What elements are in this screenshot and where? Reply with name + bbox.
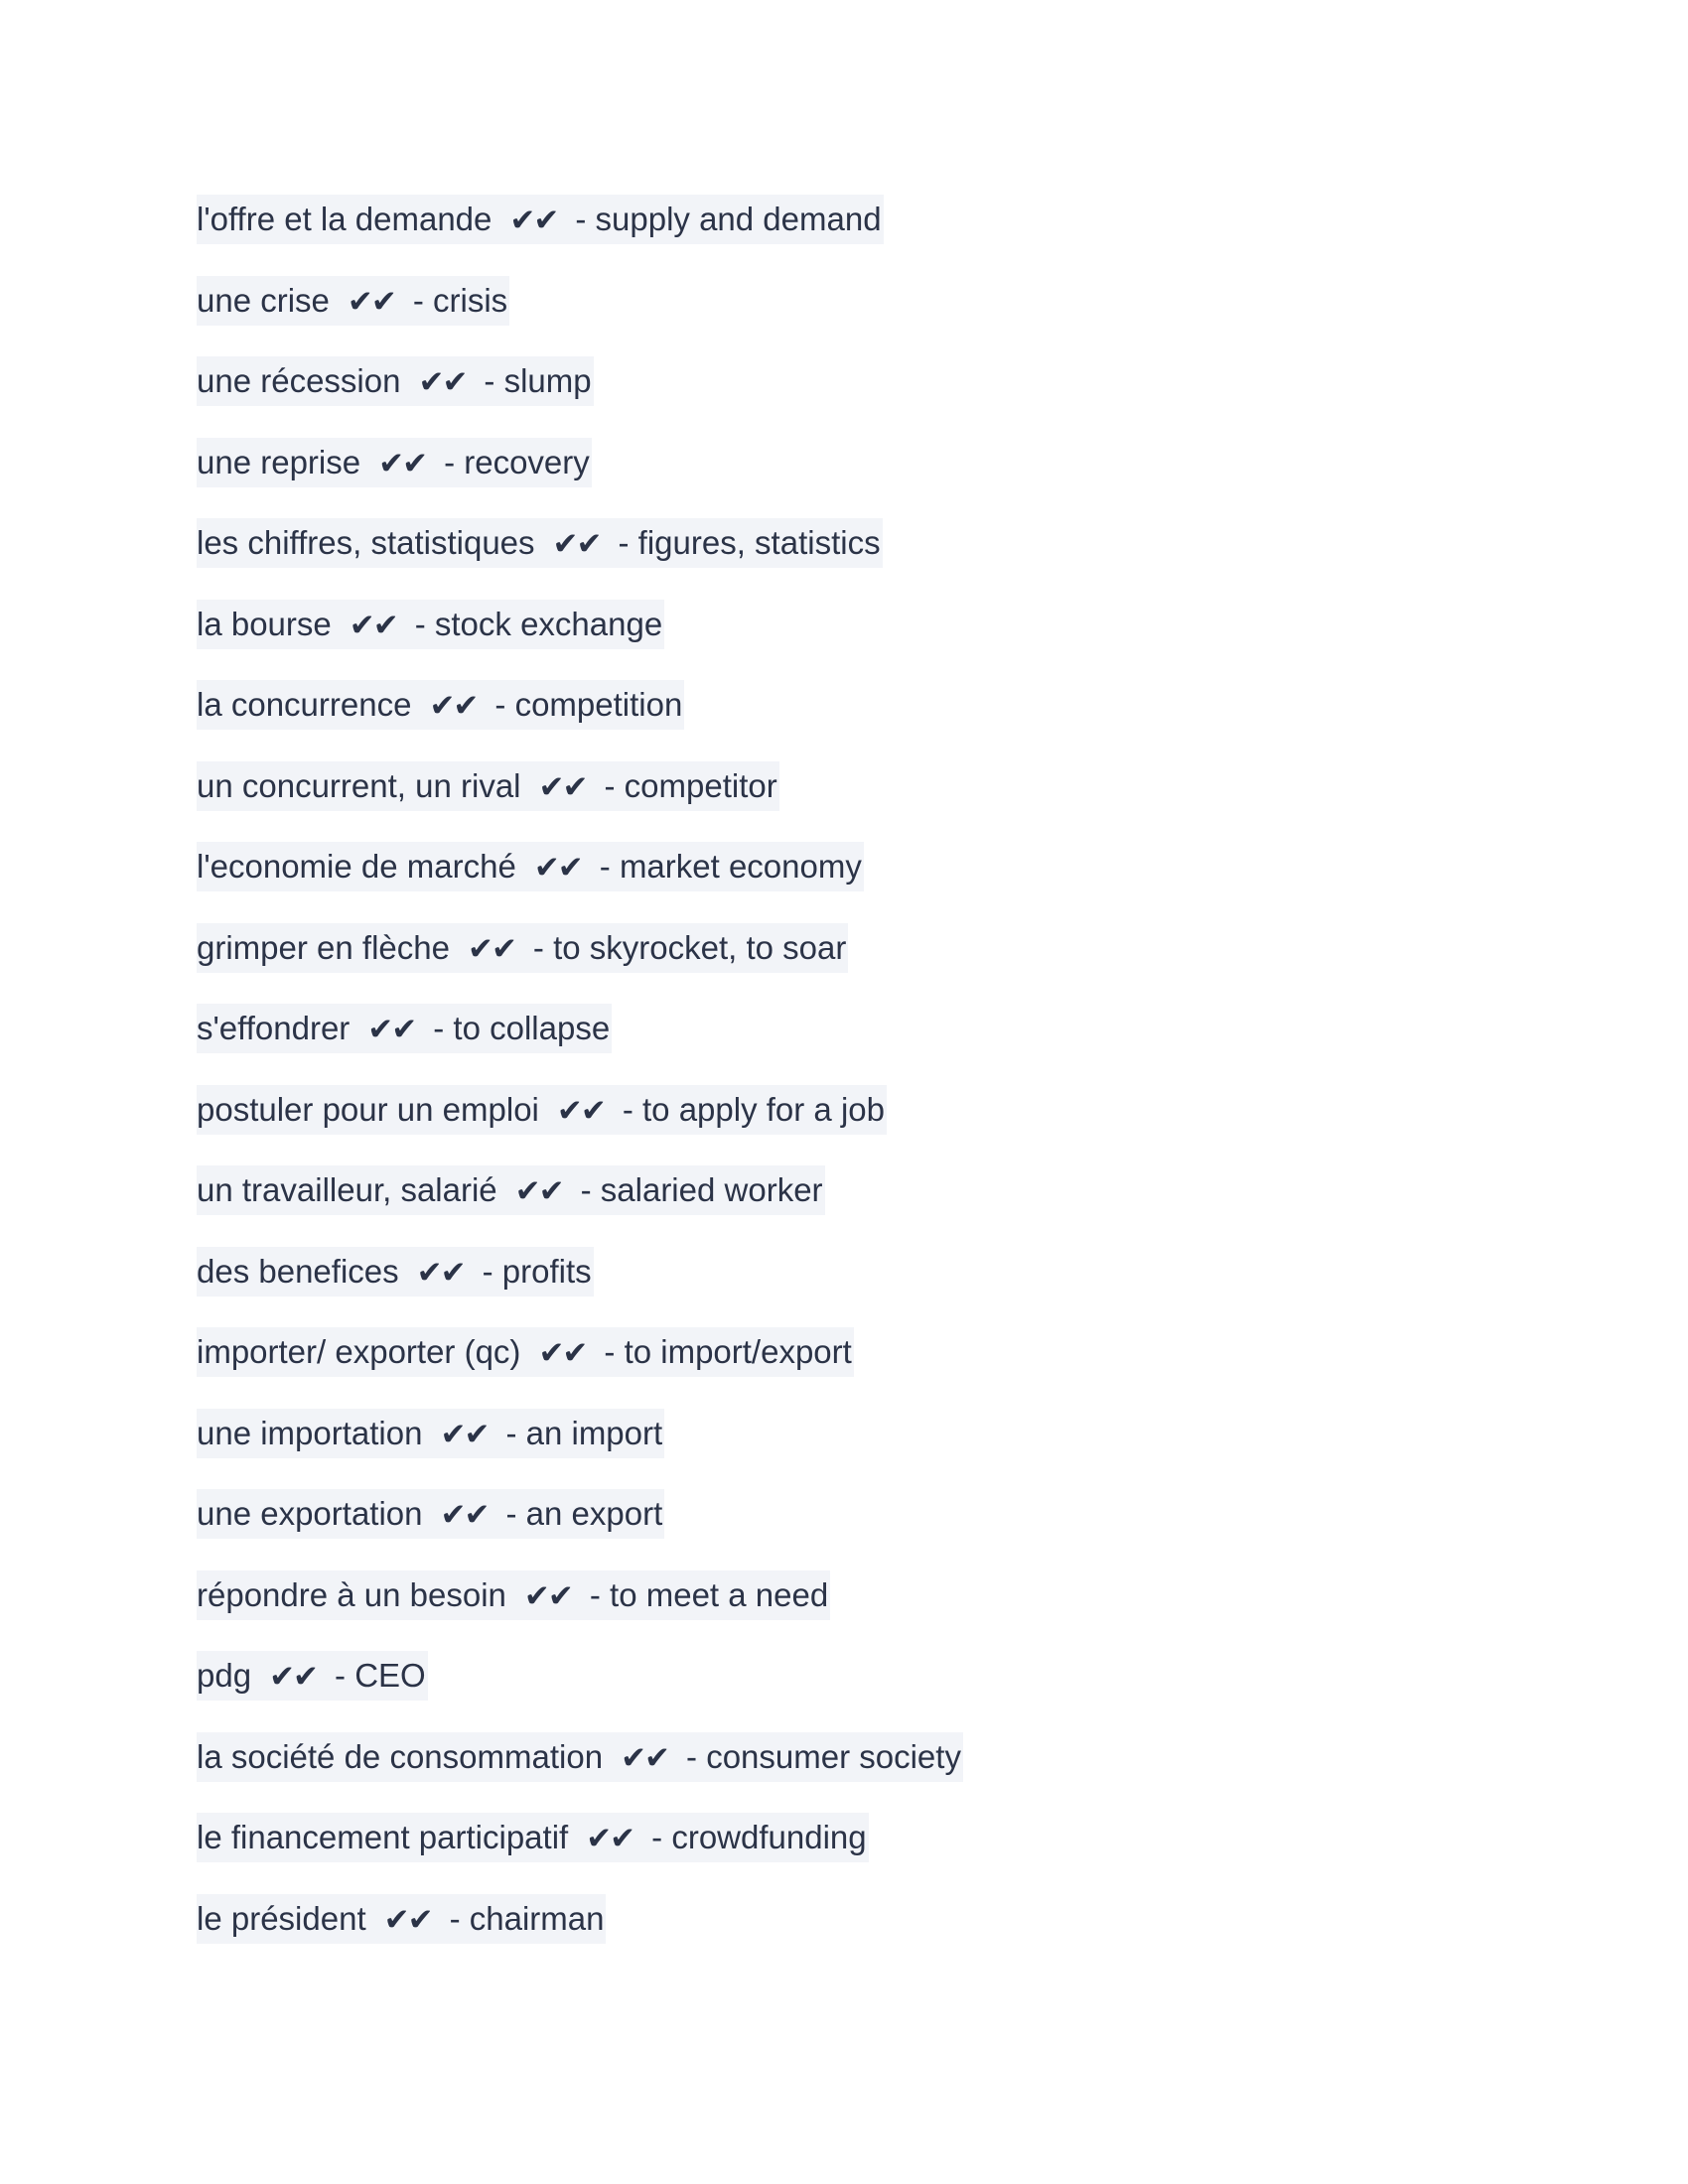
vocab-line — [197, 195, 884, 244]
english-translation: - consumer society — [686, 1738, 961, 1775]
vocab-item — [197, 1813, 1487, 1894]
double-check-icon: ✔✔ — [523, 1577, 572, 1614]
double-check-icon: ✔✔ — [416, 1254, 465, 1291]
french-term: l'economie de marché — [197, 848, 516, 885]
french-term: une récession — [197, 362, 401, 399]
english-translation: - crowdfunding — [651, 1819, 866, 1855]
english-translation: - salaried worker — [581, 1171, 823, 1208]
vocab-item — [197, 1004, 1487, 1085]
vocab-item — [197, 600, 1487, 681]
double-check-icon: ✔✔ — [367, 1012, 416, 1047]
vocab-item — [197, 438, 1487, 519]
vocab-line — [197, 1651, 428, 1701]
english-translation: - to collapse — [433, 1010, 610, 1046]
vocab-line — [197, 1165, 825, 1215]
vocab-line — [197, 1409, 664, 1458]
french-term: le financement participatif — [197, 1819, 569, 1855]
vocab-item — [197, 518, 1487, 600]
english-translation: - to skyrocket, to soar — [533, 929, 846, 966]
double-check-icon: ✔✔ — [621, 1739, 669, 1776]
double-check-icon: ✔✔ — [552, 526, 601, 562]
vocab-line — [197, 1813, 869, 1862]
english-translation: - supply and demand — [575, 201, 881, 237]
english-translation: - an import — [505, 1415, 662, 1451]
english-translation: - CEO — [335, 1657, 426, 1694]
french-term: grimper en flèche — [197, 928, 450, 966]
french-term: la bourse — [197, 605, 332, 642]
double-check-icon: ✔✔ — [429, 688, 478, 724]
vocab-line — [197, 1085, 887, 1135]
double-check-icon: ✔✔ — [538, 768, 587, 805]
english-translation: - chairman — [450, 1900, 605, 1937]
english-translation: - to apply for a job — [623, 1091, 885, 1128]
vocab-line — [197, 356, 594, 406]
double-check-icon: ✔✔ — [418, 364, 467, 400]
double-check-icon: ✔✔ — [440, 1497, 489, 1533]
vocab-item — [197, 1651, 1487, 1732]
double-check-icon: ✔✔ — [440, 1416, 489, 1452]
vocab-line — [197, 680, 684, 730]
french-term: un concurrent, un rival — [197, 766, 521, 804]
vocab-line — [197, 1570, 830, 1620]
double-check-icon: ✔✔ — [556, 1092, 605, 1129]
french-term: répondre à un besoin — [197, 1575, 506, 1613]
vocab-line — [197, 600, 664, 649]
english-translation: - crisis — [413, 282, 507, 319]
vocab-item — [197, 1327, 1487, 1409]
double-check-icon: ✔✔ — [586, 1821, 634, 1856]
double-check-icon: ✔✔ — [349, 607, 397, 643]
vocab-line — [197, 1004, 612, 1053]
vocab-item — [197, 842, 1487, 923]
french-term: une crise — [197, 281, 330, 319]
english-translation: - figures, statistics — [619, 524, 881, 561]
vocab-line — [197, 923, 848, 973]
french-term: des benefices — [197, 1252, 399, 1290]
vocab-item — [197, 1570, 1487, 1652]
vocab-item — [197, 1489, 1487, 1570]
vocab-item — [197, 761, 1487, 843]
double-check-icon: ✔✔ — [347, 283, 395, 320]
double-check-icon: ✔✔ — [538, 1335, 587, 1371]
double-check-icon: ✔✔ — [514, 1173, 563, 1209]
vocab-line — [197, 438, 592, 487]
vocab-item — [197, 1085, 1487, 1166]
vocab-line — [197, 1247, 594, 1297]
english-translation: - competitor — [604, 767, 776, 804]
double-check-icon: ✔✔ — [269, 1659, 318, 1695]
double-check-icon: ✔✔ — [378, 445, 427, 481]
vocab-item — [197, 276, 1487, 357]
double-check-icon: ✔✔ — [467, 930, 515, 967]
vocab-item — [197, 1732, 1487, 1814]
english-translation: - recovery — [444, 444, 590, 480]
french-term: le président — [197, 1899, 366, 1937]
french-term: postuler pour un emploi — [197, 1090, 539, 1128]
english-translation: - slump — [484, 362, 591, 399]
english-translation: - an export — [505, 1495, 662, 1532]
vocab-line — [197, 1732, 963, 1782]
vocabulary-list — [197, 195, 1487, 1975]
english-translation: - to import/export — [604, 1333, 851, 1370]
french-term: une exportation — [197, 1495, 423, 1532]
vocab-item — [197, 1409, 1487, 1490]
vocab-item — [197, 680, 1487, 761]
vocab-item — [197, 1247, 1487, 1328]
french-term: un travailleur, salarié — [197, 1171, 497, 1208]
french-term: une importation — [197, 1414, 423, 1451]
english-translation: - market economy — [600, 848, 862, 885]
french-term: une reprise — [197, 443, 361, 480]
vocab-line — [197, 842, 864, 891]
french-term: pdg — [197, 1657, 252, 1694]
vocab-item — [197, 923, 1487, 1005]
double-check-icon: ✔✔ — [533, 850, 582, 886]
english-translation: - competition — [494, 686, 682, 723]
double-check-icon: ✔✔ — [383, 1901, 432, 1938]
vocab-item — [197, 356, 1487, 438]
vocab-line — [197, 1489, 664, 1539]
french-term: l'offre et la demande — [197, 201, 492, 237]
vocab-item — [197, 195, 1487, 276]
french-term: s'effondrer — [197, 1010, 351, 1046]
vocab-line — [197, 518, 883, 568]
vocab-line — [197, 276, 509, 326]
vocab-item — [197, 1165, 1487, 1247]
french-term: la société de consommation — [197, 1737, 604, 1775]
double-check-icon: ✔✔ — [509, 203, 558, 238]
english-translation: - to meet a need — [590, 1576, 828, 1613]
vocab-line — [197, 1327, 854, 1377]
vocab-line — [197, 761, 779, 811]
english-translation: - profits — [483, 1253, 592, 1290]
french-term: importer/ exporter (qc) — [197, 1333, 521, 1370]
french-term: les chiffres, statistiques — [197, 524, 535, 561]
french-term: la concurrence — [197, 686, 412, 723]
vocab-line — [197, 1894, 606, 1944]
vocab-item — [197, 1894, 1487, 1976]
english-translation: - stock exchange — [415, 606, 662, 642]
